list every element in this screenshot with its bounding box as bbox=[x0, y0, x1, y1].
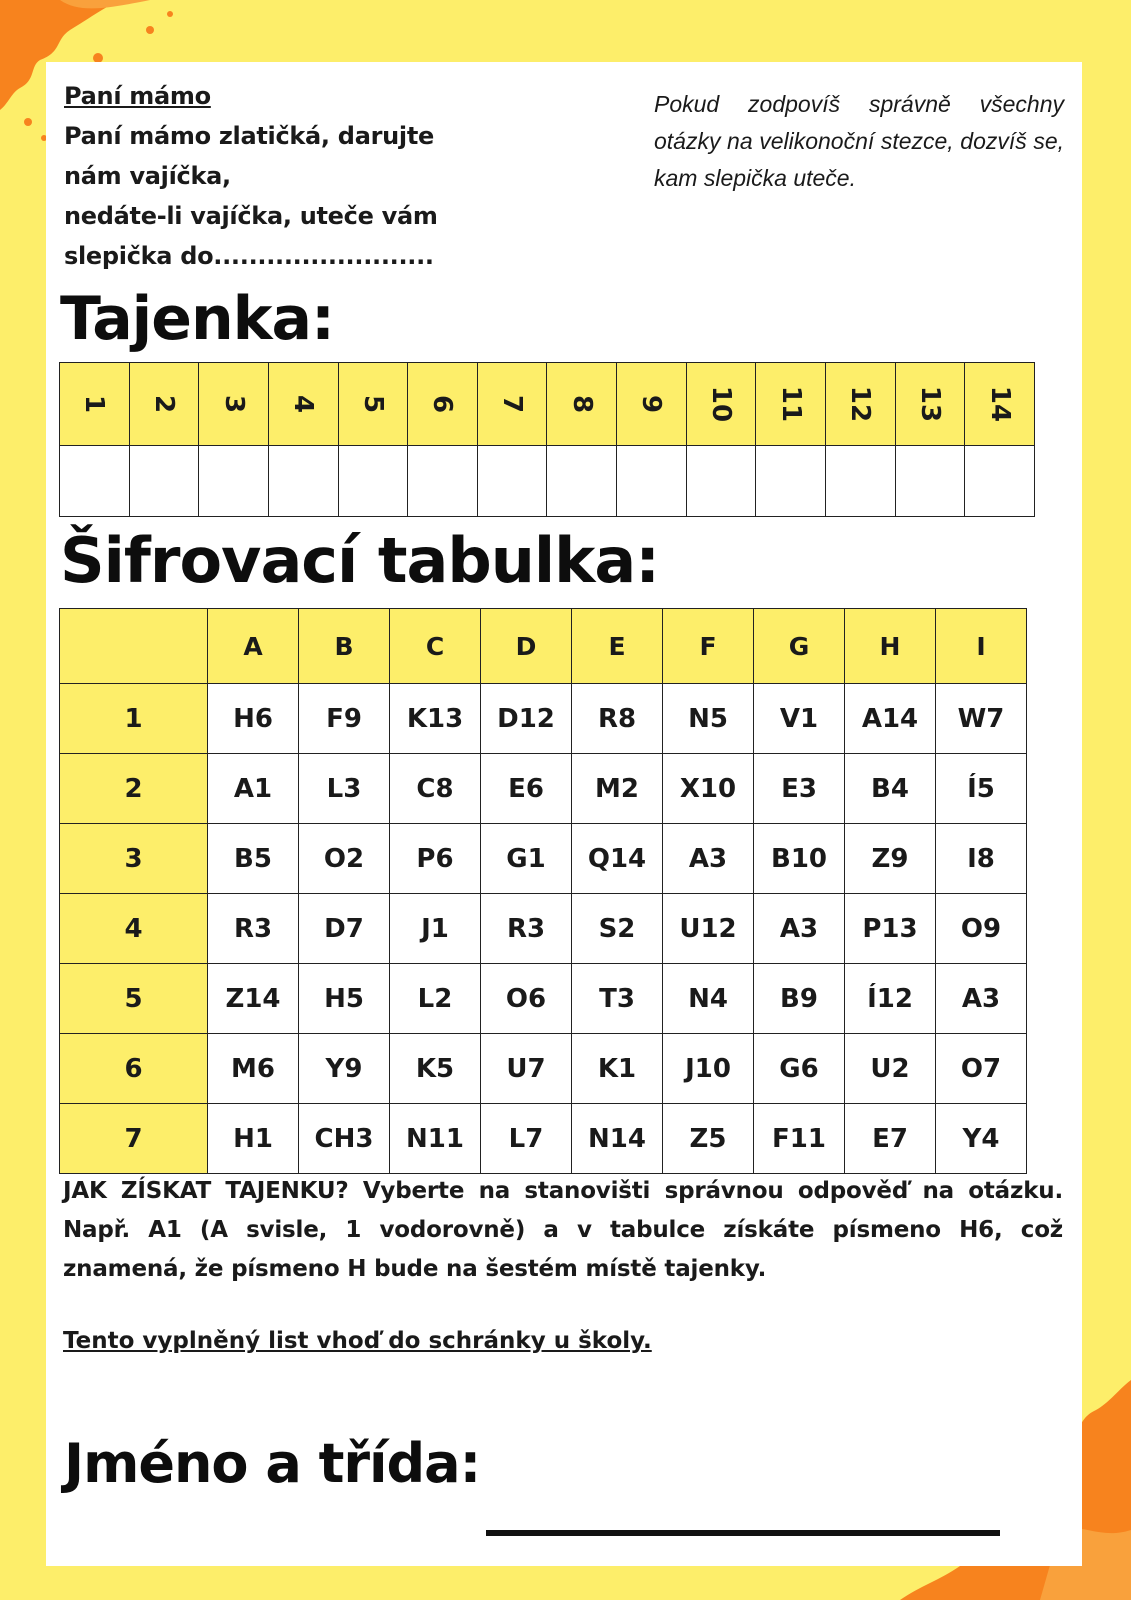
tajenka-number: 5 bbox=[338, 363, 408, 446]
cipher-cell: X10 bbox=[663, 754, 754, 824]
cipher-cell: K5 bbox=[390, 1034, 481, 1104]
cipher-cell: A3 bbox=[936, 964, 1027, 1034]
cipher-cell: J10 bbox=[663, 1034, 754, 1104]
cipher-cell: B4 bbox=[845, 754, 936, 824]
cipher-cell: M6 bbox=[208, 1034, 299, 1104]
tajenka-number: 2 bbox=[129, 363, 199, 446]
poem-line: nedáte-li vajíčka, uteče vám bbox=[64, 202, 438, 230]
cipher-row bbox=[60, 824, 1027, 894]
cipher-cell: F11 bbox=[754, 1104, 845, 1174]
cipher-cell: H6 bbox=[208, 684, 299, 754]
cipher-cell: H5 bbox=[299, 964, 390, 1034]
poem-line: nám vajíčka, bbox=[64, 162, 231, 190]
cipher-cell: CH3 bbox=[299, 1104, 390, 1174]
tajenka-number: 13 bbox=[895, 363, 965, 446]
cipher-cell: P6 bbox=[390, 824, 481, 894]
cipher-cell: L2 bbox=[390, 964, 481, 1034]
cipher-cell: H1 bbox=[208, 1104, 299, 1174]
cipher-header-row bbox=[60, 609, 1027, 684]
cipher-cell: L3 bbox=[299, 754, 390, 824]
cipher-column-header: F bbox=[663, 609, 754, 684]
cipher-cell: A14 bbox=[845, 684, 936, 754]
cipher-cell: G6 bbox=[754, 1034, 845, 1104]
cipher-row-header: 1 bbox=[60, 684, 208, 754]
intro-text: Pokud zodpovíš správně všechny otázky na velikonoční stezce, dozvíš se, kam slepička uteče. bbox=[654, 91, 1064, 191]
tajenka-heading: Tajenka: bbox=[60, 284, 335, 354]
cipher-cell: R3 bbox=[208, 894, 299, 964]
tajenka-number: 6 bbox=[408, 363, 478, 446]
cipher-column-header: I bbox=[936, 609, 1027, 684]
poem-title: Paní mámo bbox=[64, 82, 211, 110]
cipher-row bbox=[60, 1034, 1027, 1104]
cipher-cell: Í5 bbox=[936, 754, 1027, 824]
cipher-cell: A3 bbox=[754, 894, 845, 964]
tajenka-number-row bbox=[60, 363, 1035, 446]
poem-line: Paní mámo zlatičká, darujte bbox=[64, 122, 434, 150]
cipher-cell: F9 bbox=[299, 684, 390, 754]
cipher-row-header: 5 bbox=[60, 964, 208, 1034]
tajenka-answer-box[interactable] bbox=[826, 446, 896, 517]
tajenka-answer-box[interactable] bbox=[617, 446, 687, 517]
cipher-cell: N5 bbox=[663, 684, 754, 754]
tajenka-answer-box[interactable] bbox=[199, 446, 269, 517]
tajenka-number: 7 bbox=[477, 363, 547, 446]
tajenka-answer-box[interactable] bbox=[268, 446, 338, 517]
cipher-cell: P13 bbox=[845, 894, 936, 964]
cipher-row bbox=[60, 964, 1027, 1034]
name-class-label: Jméno a třída: bbox=[64, 1432, 481, 1495]
cipher-corner-cell bbox=[60, 609, 208, 684]
cipher-cell: M2 bbox=[572, 754, 663, 824]
name-class-field-line[interactable] bbox=[486, 1530, 1000, 1536]
cipher-cell: D7 bbox=[299, 894, 390, 964]
cipher-cell: Z14 bbox=[208, 964, 299, 1034]
cipher-cell: Y4 bbox=[936, 1104, 1027, 1174]
tajenka-answer-box[interactable] bbox=[547, 446, 617, 517]
tajenka-number: 14 bbox=[965, 363, 1035, 446]
tajenka-table bbox=[59, 362, 1035, 517]
cipher-cell: A1 bbox=[208, 754, 299, 824]
cipher-cell: U12 bbox=[663, 894, 754, 964]
cipher-cell: T3 bbox=[572, 964, 663, 1034]
tajenka-answer-box[interactable] bbox=[477, 446, 547, 517]
cipher-cell: B9 bbox=[754, 964, 845, 1034]
cipher-cell: O2 bbox=[299, 824, 390, 894]
cipher-cell: Y9 bbox=[299, 1034, 390, 1104]
cipher-cell: K13 bbox=[390, 684, 481, 754]
cipher-row bbox=[60, 684, 1027, 754]
cipher-cell: O7 bbox=[936, 1034, 1027, 1104]
cipher-column-header: A bbox=[208, 609, 299, 684]
tajenka-answer-box[interactable] bbox=[895, 446, 965, 517]
cipher-heading: Šifrovací tabulka: bbox=[60, 524, 660, 597]
tajenka-answer-box[interactable] bbox=[408, 446, 478, 517]
cipher-cell: K1 bbox=[572, 1034, 663, 1104]
cipher-column-header: D bbox=[481, 609, 572, 684]
tajenka-number: 4 bbox=[268, 363, 338, 446]
cipher-cell: Q14 bbox=[572, 824, 663, 894]
cipher-cell: R8 bbox=[572, 684, 663, 754]
cipher-column-header: H bbox=[845, 609, 936, 684]
cipher-cell: A3 bbox=[663, 824, 754, 894]
tajenka-answer-box[interactable] bbox=[686, 446, 756, 517]
cipher-cell: B5 bbox=[208, 824, 299, 894]
cipher-row-header: 3 bbox=[60, 824, 208, 894]
tajenka-number: 8 bbox=[547, 363, 617, 446]
worksheet bbox=[46, 62, 1082, 1566]
tajenka-answer-box[interactable] bbox=[60, 446, 130, 517]
cipher-table bbox=[59, 608, 1027, 1174]
cipher-cell: E6 bbox=[481, 754, 572, 824]
cipher-column-header: B bbox=[299, 609, 390, 684]
cipher-column-header: G bbox=[754, 609, 845, 684]
tajenka-answer-box[interactable] bbox=[338, 446, 408, 517]
cipher-cell: N11 bbox=[390, 1104, 481, 1174]
cipher-cell: L7 bbox=[481, 1104, 572, 1174]
cipher-cell: N4 bbox=[663, 964, 754, 1034]
cipher-cell: N14 bbox=[572, 1104, 663, 1174]
submission-note: Tento vyplněný list vhoď do schránky u školy. bbox=[63, 1328, 652, 1354]
cipher-cell: R3 bbox=[481, 894, 572, 964]
cipher-cell: V1 bbox=[754, 684, 845, 754]
cipher-cell: Í12 bbox=[845, 964, 936, 1034]
tajenka-answer-box[interactable] bbox=[129, 446, 199, 517]
cipher-row-header: 4 bbox=[60, 894, 208, 964]
cipher-cell: E7 bbox=[845, 1104, 936, 1174]
tajenka-number: 11 bbox=[756, 363, 826, 446]
cipher-cell: W7 bbox=[936, 684, 1027, 754]
cipher-cell: J1 bbox=[390, 894, 481, 964]
cipher-row bbox=[60, 1104, 1027, 1174]
cipher-cell: E3 bbox=[754, 754, 845, 824]
tajenka-number: 10 bbox=[686, 363, 756, 446]
cipher-row-header: 7 bbox=[60, 1104, 208, 1174]
cipher-cell: U7 bbox=[481, 1034, 572, 1104]
cipher-row-header: 2 bbox=[60, 754, 208, 824]
tajenka-number: 1 bbox=[60, 363, 130, 446]
tajenka-answer-row bbox=[60, 446, 1035, 517]
cipher-cell: O9 bbox=[936, 894, 1027, 964]
cipher-cell: S2 bbox=[572, 894, 663, 964]
tajenka-number: 12 bbox=[826, 363, 896, 446]
cipher-cell: O6 bbox=[481, 964, 572, 1034]
cipher-cell: U2 bbox=[845, 1034, 936, 1104]
cipher-cell: C8 bbox=[390, 754, 481, 824]
instructions-text: JAK ZÍSKAT TAJENKU? Vyberte na stanovišti správnou odpověď na otázku. Např. A1 (A svisle, 1 vodorovně) a v tabulce získáte písmeno H6, což znamená, že písmeno H bude na šestém místě tajenky. bbox=[63, 1178, 1063, 1282]
cipher-column-header: C bbox=[390, 609, 481, 684]
tajenka-number: 3 bbox=[199, 363, 269, 446]
cipher-cell: I8 bbox=[936, 824, 1027, 894]
cipher-row-header: 6 bbox=[60, 1034, 208, 1104]
cipher-row bbox=[60, 894, 1027, 964]
cipher-cell: G1 bbox=[481, 824, 572, 894]
cipher-cell: D12 bbox=[481, 684, 572, 754]
cipher-column-header: E bbox=[572, 609, 663, 684]
cipher-cell: Z5 bbox=[663, 1104, 754, 1174]
poem-line: slepička do......................... bbox=[64, 242, 434, 270]
cipher-cell: Z9 bbox=[845, 824, 936, 894]
cipher-row bbox=[60, 754, 1027, 824]
poem bbox=[64, 76, 494, 276]
cipher-cell: B10 bbox=[754, 824, 845, 894]
tajenka-answer-box[interactable] bbox=[965, 446, 1035, 517]
tajenka-number: 9 bbox=[617, 363, 687, 446]
tajenka-answer-box[interactable] bbox=[756, 446, 826, 517]
